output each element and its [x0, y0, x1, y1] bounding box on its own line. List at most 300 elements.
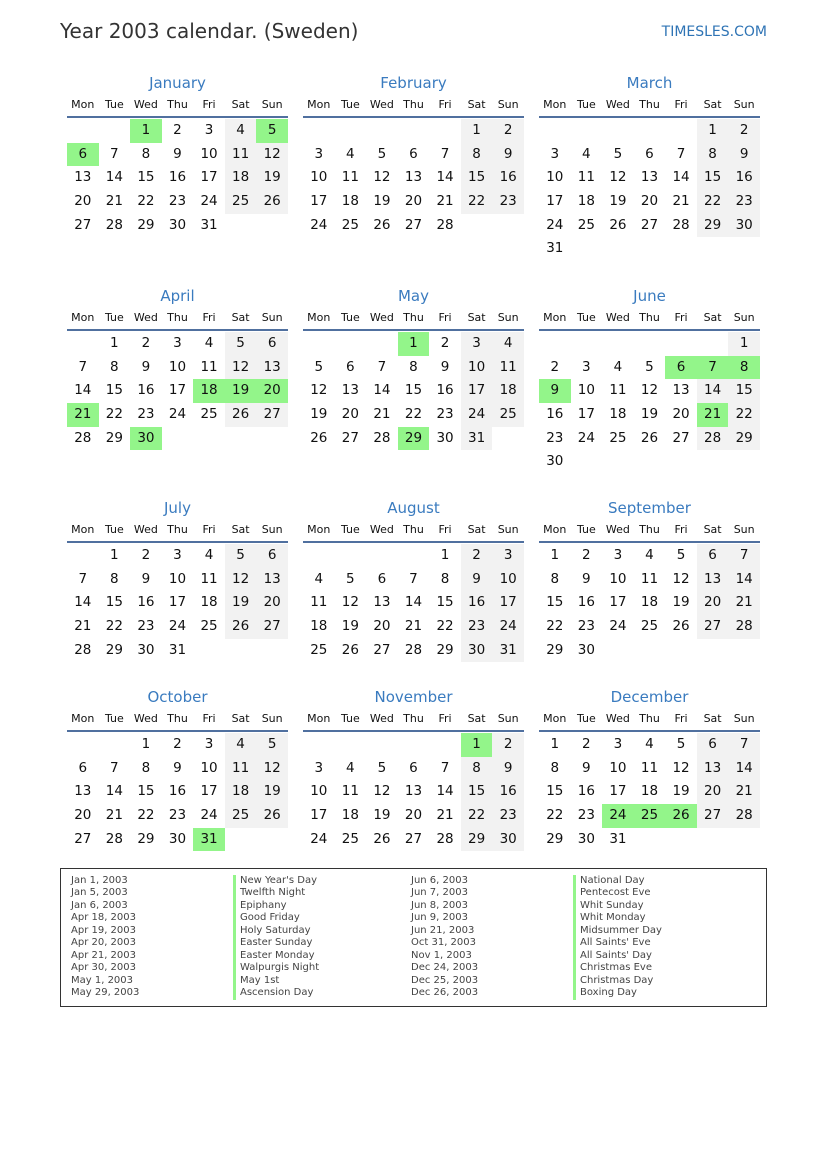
day-cell: 22 — [461, 190, 493, 214]
holiday-day-cell: 29 — [398, 427, 430, 451]
day-cell: 31 — [461, 427, 493, 451]
day-cell: 9 — [728, 143, 760, 167]
day-cell: 28 — [74, 641, 92, 658]
weekday-label: Fri — [202, 523, 216, 536]
day-cell: 13 — [74, 783, 92, 800]
day-cell: 24 — [168, 618, 187, 635]
weekday-label: Sun — [497, 311, 519, 324]
day-cell: 11 — [577, 169, 595, 186]
day-cell: 16 — [492, 780, 524, 804]
day-cell: 1 — [728, 332, 760, 356]
day-cell: 3 — [204, 122, 214, 138]
day-cell: 1 — [110, 335, 119, 351]
empty-cell — [398, 733, 430, 757]
day-cell: 15 — [546, 594, 564, 611]
weekday-label: Mon — [71, 712, 95, 725]
day-cell: 23 — [492, 804, 524, 828]
day-cell: 8 — [550, 570, 560, 587]
empty-cell — [303, 544, 335, 568]
day-cell: 2 — [141, 335, 151, 351]
month-october — [67, 686, 288, 851]
day-cell: 23 — [577, 807, 595, 824]
day-cell: 27 — [256, 403, 288, 427]
day-cell: 2 — [492, 733, 524, 757]
day-cell: 1 — [461, 119, 493, 143]
day-cell: 9 — [141, 570, 151, 587]
weekday-label: Tue — [340, 523, 360, 536]
day-cell: 11 — [341, 783, 359, 800]
day-cell: 28 — [697, 427, 729, 451]
day-cell: 10 — [310, 783, 328, 800]
day-cell: 7 — [676, 145, 686, 162]
day-cell: 25 — [225, 190, 257, 214]
empty-cell — [665, 332, 697, 356]
day-cell: 4 — [645, 736, 654, 752]
day-cell: 8 — [461, 757, 493, 781]
day-cell: 17 — [546, 193, 564, 210]
weekday-label: Tue — [340, 712, 360, 725]
legend-date: Jun 21, 2003 — [411, 924, 475, 936]
day-cell: 22 — [546, 618, 564, 635]
day-cell: 15 — [728, 379, 760, 403]
day-cell: 24 — [168, 406, 187, 423]
weekday-label: Sat — [467, 523, 486, 536]
day-cell: 7 — [377, 358, 387, 375]
day-cell: 8 — [110, 358, 119, 375]
day-cell: 20 — [672, 406, 690, 423]
day-cell: 5 — [346, 570, 355, 587]
holiday-day-cell: 26 — [665, 804, 697, 828]
day-cell: 12 — [225, 356, 257, 380]
weekday-label: Sat — [703, 98, 722, 111]
day-cell: 19 — [640, 406, 659, 423]
weekday-label: Sun — [733, 712, 755, 725]
month-september — [539, 497, 760, 662]
day-cell: 7 — [409, 570, 418, 587]
day-cell: 19 — [341, 618, 359, 635]
day-cell: 12 — [225, 568, 257, 592]
day-cell: 18 — [341, 807, 359, 824]
weekday-header — [67, 94, 288, 118]
weekday-label: Sat — [231, 98, 250, 111]
holiday-day-cell: 9 — [539, 379, 571, 403]
day-cell: 4 — [204, 547, 214, 563]
day-cell: 8 — [141, 145, 151, 162]
day-cell: 16 — [461, 591, 493, 615]
day-cell: 14 — [672, 169, 690, 186]
weekday-header — [303, 307, 524, 331]
holiday-day-cell: 25 — [634, 804, 666, 828]
day-cell: 15 — [105, 594, 123, 611]
day-cell: 11 — [200, 570, 218, 587]
day-cell: 12 — [672, 759, 690, 776]
empty-cell — [303, 332, 335, 356]
month-april — [67, 285, 288, 450]
day-cell: 17 — [310, 193, 328, 210]
day-cell: 17 — [461, 379, 493, 403]
weekday-label: Tue — [576, 98, 596, 111]
weekday-label: Mon — [71, 98, 95, 111]
day-cell: 12 — [373, 783, 391, 800]
legend-date: Apr 21, 2003 — [71, 949, 137, 961]
day-cell: 29 — [546, 830, 564, 847]
day-cell: 14 — [105, 169, 123, 186]
empty-cell — [634, 332, 666, 356]
empty-cell — [366, 733, 398, 757]
empty-cell — [99, 733, 131, 757]
day-cell: 27 — [672, 429, 690, 446]
legend-holiday-name: Twelfth Night — [233, 887, 319, 899]
day-cell: 7 — [728, 733, 760, 757]
day-cell: 29 — [697, 214, 729, 238]
holiday-day-cell: 30 — [130, 427, 162, 451]
day-cell: 7 — [440, 759, 450, 776]
day-cell: 6 — [346, 358, 355, 375]
weekday-label: Tue — [104, 311, 124, 324]
weekday-label: Sat — [467, 712, 486, 725]
weekday-label: Sat — [467, 98, 486, 111]
empty-cell — [429, 119, 461, 143]
day-cell: 21 — [105, 807, 123, 824]
legend-date: Apr 19, 2003 — [71, 924, 137, 936]
empty-cell — [67, 544, 99, 568]
weekday-label: Fri — [674, 311, 688, 324]
month-november — [303, 686, 524, 851]
day-cell: 22 — [697, 190, 729, 214]
weekday-label: Fri — [202, 98, 216, 111]
weekday-label: Wed — [369, 98, 394, 111]
day-cell: 26 — [609, 216, 627, 233]
day-cell: 6 — [409, 145, 418, 162]
day-cell: 12 — [256, 143, 288, 167]
day-cell: 29 — [461, 828, 493, 852]
weekday-label: Sun — [261, 712, 283, 725]
day-cell: 30 — [168, 830, 187, 847]
day-cell: 6 — [409, 759, 418, 776]
day-cell: 16 — [168, 783, 187, 800]
day-cell: 19 — [225, 591, 257, 615]
empty-cell — [303, 733, 335, 757]
weekday-header — [303, 94, 524, 118]
empty-cell — [335, 119, 367, 143]
empty-cell — [571, 332, 603, 356]
day-cell: 25 — [310, 641, 328, 658]
weekday-label: Thu — [639, 98, 660, 111]
legend-holiday-name: Good Friday — [233, 912, 319, 924]
holiday-day-cell: 8 — [728, 356, 760, 380]
day-cell: 4 — [582, 145, 591, 162]
day-cell: 22 — [436, 618, 454, 635]
weekday-label: Sun — [261, 311, 283, 324]
day-cell: 13 — [672, 382, 690, 399]
holiday-day-cell: 21 — [67, 403, 99, 427]
day-cell: 30 — [577, 830, 595, 847]
day-cell: 14 — [697, 379, 729, 403]
day-cell: 27 — [256, 615, 288, 639]
day-cell: 27 — [373, 641, 391, 658]
day-cell: 14 — [74, 594, 92, 611]
day-cell: 3 — [613, 736, 623, 752]
holiday-day-cell: 18 — [193, 379, 225, 403]
day-cell: 9 — [582, 570, 591, 587]
day-cell: 28 — [373, 429, 391, 446]
legend-holiday-name: New Year's Day — [233, 875, 319, 887]
day-cell: 20 — [697, 591, 729, 615]
month-february — [303, 72, 524, 237]
day-cell: 10 — [609, 570, 627, 587]
weekday-label: Wed — [605, 311, 630, 324]
empty-cell — [539, 332, 571, 356]
weekday-label: Thu — [403, 98, 424, 111]
weekday-header — [67, 708, 288, 732]
weekday-header — [303, 708, 524, 732]
weekday-label: Mon — [543, 523, 567, 536]
day-cell: 26 — [225, 615, 257, 639]
day-cell: 9 — [492, 143, 524, 167]
legend-holiday-name: Ascension Day — [233, 987, 319, 999]
day-cell: 17 — [609, 783, 627, 800]
legend-date: Dec 25, 2003 — [411, 974, 479, 986]
day-cell: 1 — [550, 547, 560, 563]
day-cell: 25 — [640, 618, 659, 635]
day-cell: 30 — [492, 828, 524, 852]
holiday-day-cell: 21 — [697, 403, 729, 427]
weekday-header — [303, 519, 524, 543]
holiday-day-cell: 31 — [193, 828, 225, 852]
weekday-label: Sun — [733, 98, 755, 111]
day-cell: 30 — [546, 453, 564, 470]
day-cell: 11 — [200, 358, 218, 375]
day-cell: 5 — [377, 145, 387, 162]
month-january — [67, 72, 288, 237]
weekday-label: Thu — [403, 712, 424, 725]
legend-holiday-name: Easter Sunday — [233, 937, 319, 949]
day-cell: 25 — [225, 804, 257, 828]
day-cell: 11 — [341, 169, 359, 186]
day-cell: 26 — [373, 830, 391, 847]
day-cell: 28 — [672, 216, 690, 233]
day-cell: 9 — [461, 568, 493, 592]
day-cell: 7 — [110, 145, 119, 162]
day-cell: 26 — [373, 216, 391, 233]
day-cell: 13 — [697, 757, 729, 781]
day-cell: 18 — [640, 783, 659, 800]
day-cell: 26 — [256, 190, 288, 214]
day-cell: 31 — [546, 240, 564, 257]
day-cell: 18 — [609, 406, 627, 423]
month-june — [539, 285, 760, 474]
day-cell: 23 — [461, 615, 493, 639]
day-cell: 3 — [314, 145, 324, 162]
day-cell: 23 — [137, 618, 155, 635]
day-cell: 21 — [436, 807, 454, 824]
day-cell: 11 — [225, 143, 257, 167]
day-cell: 26 — [672, 618, 690, 635]
day-cell: 10 — [577, 382, 595, 399]
day-cell: 25 — [609, 429, 627, 446]
day-cell: 9 — [582, 759, 591, 776]
day-cell: 21 — [436, 193, 454, 210]
day-cell: 13 — [404, 783, 423, 800]
day-cell: 14 — [404, 594, 423, 611]
legend-date: Jun 8, 2003 — [411, 899, 468, 911]
day-cell: 9 — [173, 145, 182, 162]
day-cell: 15 — [697, 166, 729, 190]
legend-holiday-name: Walpurgis Night — [233, 962, 319, 974]
weekday-label: Tue — [576, 311, 596, 324]
holiday-day-cell: 24 — [602, 804, 634, 828]
day-cell: 23 — [436, 406, 454, 423]
day-cell: 17 — [492, 591, 524, 615]
day-cell: 13 — [256, 356, 288, 380]
legend-date: Jan 1, 2003 — [71, 875, 128, 886]
day-cell: 10 — [200, 759, 218, 776]
holiday-day-cell: 6 — [665, 356, 697, 380]
day-cell: 25 — [200, 406, 218, 423]
day-cell: 22 — [105, 406, 123, 423]
weekday-label: Sat — [703, 523, 722, 536]
day-cell: 17 — [168, 382, 187, 399]
day-cell: 16 — [168, 169, 187, 186]
day-cell: 17 — [168, 594, 187, 611]
day-cell: 18 — [225, 780, 257, 804]
day-cell: 3 — [492, 544, 524, 568]
day-cell: 6 — [256, 544, 288, 568]
legend-date: May 1, 2003 — [71, 974, 134, 986]
day-cell: 13 — [373, 594, 391, 611]
day-cell: 2 — [582, 736, 591, 752]
day-cell: 26 — [640, 429, 659, 446]
legend-holiday-name: Christmas Eve — [573, 962, 662, 974]
day-cell: 8 — [461, 143, 493, 167]
page-title: Year 2003 calendar. (Sweden) — [60, 19, 359, 43]
legend-holiday-name: Whit Monday — [573, 912, 662, 924]
legend-date: Jun 9, 2003 — [411, 912, 468, 924]
day-cell: 2 — [461, 544, 493, 568]
day-cell: 28 — [105, 830, 123, 847]
day-cell: 14 — [728, 568, 760, 592]
day-cell: 4 — [314, 570, 324, 587]
day-cell: 5 — [314, 358, 324, 375]
day-cell: 3 — [613, 547, 623, 563]
day-cell: 16 — [728, 166, 760, 190]
empty-cell — [634, 119, 666, 143]
day-cell: 24 — [461, 403, 493, 427]
day-cell: 18 — [200, 594, 218, 611]
day-cell: 21 — [74, 618, 92, 635]
month-august — [303, 497, 524, 662]
weekday-label: Mon — [307, 98, 331, 111]
holiday-day-cell: 6 — [67, 143, 99, 167]
weekday-label: Mon — [71, 523, 95, 536]
weekday-label: Sat — [703, 712, 722, 725]
day-cell: 28 — [728, 804, 760, 828]
legend-date: Nov 1, 2003 — [411, 949, 472, 961]
day-cell: 13 — [697, 568, 729, 592]
day-cell: 16 — [137, 594, 155, 611]
holiday-day-cell: 1 — [130, 119, 162, 143]
holiday-day-cell: 5 — [256, 119, 288, 143]
day-cell: 2 — [492, 119, 524, 143]
weekday-label: Wed — [133, 311, 158, 324]
day-cell: 12 — [310, 382, 328, 399]
day-cell: 22 — [137, 193, 155, 210]
day-cell: 13 — [74, 169, 92, 186]
day-cell: 14 — [436, 169, 454, 186]
day-cell: 12 — [256, 757, 288, 781]
day-cell: 5 — [676, 547, 686, 563]
day-cell: 10 — [168, 570, 187, 587]
day-cell: 19 — [672, 783, 690, 800]
day-cell: 24 — [492, 615, 524, 639]
legend-date: Jan 6, 2003 — [71, 899, 128, 911]
weekday-label: Mon — [71, 311, 95, 324]
day-cell: 14 — [105, 783, 123, 800]
empty-cell — [366, 544, 398, 568]
holiday-day-cell: 1 — [398, 332, 430, 356]
day-cell: 4 — [225, 119, 257, 143]
day-cell: 18 — [577, 193, 595, 210]
day-cell: 2 — [173, 122, 182, 138]
day-cell: 19 — [373, 193, 391, 210]
weekday-label: Fri — [674, 98, 688, 111]
day-cell: 26 — [341, 641, 359, 658]
legend-date: Dec 24, 2003 — [411, 962, 479, 974]
empty-cell — [335, 544, 367, 568]
brand-link[interactable]: TIMESLES.COM — [661, 24, 767, 40]
weekday-label: Fri — [202, 311, 216, 324]
day-cell: 3 — [314, 759, 324, 776]
holiday-legend — [60, 868, 767, 1007]
day-cell: 4 — [613, 358, 623, 375]
weekday-label: Thu — [639, 712, 660, 725]
weekday-header — [67, 307, 288, 331]
day-cell: 5 — [645, 358, 654, 375]
legend-holiday-name: National Day — [573, 875, 662, 887]
weekday-label: Sun — [497, 523, 519, 536]
weekday-label: Sat — [467, 311, 486, 324]
weekday-label: Wed — [369, 523, 394, 536]
day-cell: 8 — [409, 358, 418, 375]
empty-cell — [99, 119, 131, 143]
month-july — [67, 497, 288, 662]
day-cell: 30 — [461, 639, 493, 663]
day-cell: 5 — [256, 733, 288, 757]
day-cell: 29 — [137, 216, 155, 233]
empty-cell — [429, 733, 461, 757]
empty-cell — [67, 119, 99, 143]
day-cell: 19 — [672, 594, 690, 611]
weekday-label: Wed — [133, 712, 158, 725]
weekday-label: Mon — [543, 712, 567, 725]
legend-date: Oct 31, 2003 — [411, 937, 476, 949]
day-cell: 4 — [204, 335, 214, 351]
weekday-label: Sun — [733, 523, 755, 536]
day-cell: 10 — [461, 356, 493, 380]
day-cell: 19 — [256, 166, 288, 190]
day-cell: 12 — [373, 169, 391, 186]
day-cell: 28 — [74, 429, 92, 446]
day-cell: 18 — [310, 618, 328, 635]
day-cell: 22 — [546, 807, 564, 824]
day-cell: 15 — [461, 166, 493, 190]
day-cell: 30 — [168, 216, 187, 233]
legend-date: Jun 7, 2003 — [411, 887, 468, 899]
day-cell: 20 — [640, 193, 659, 210]
legend-holiday-name: All Saints' Eve — [573, 937, 662, 949]
day-cell: 2 — [582, 547, 591, 563]
weekday-label: Sun — [733, 311, 755, 324]
